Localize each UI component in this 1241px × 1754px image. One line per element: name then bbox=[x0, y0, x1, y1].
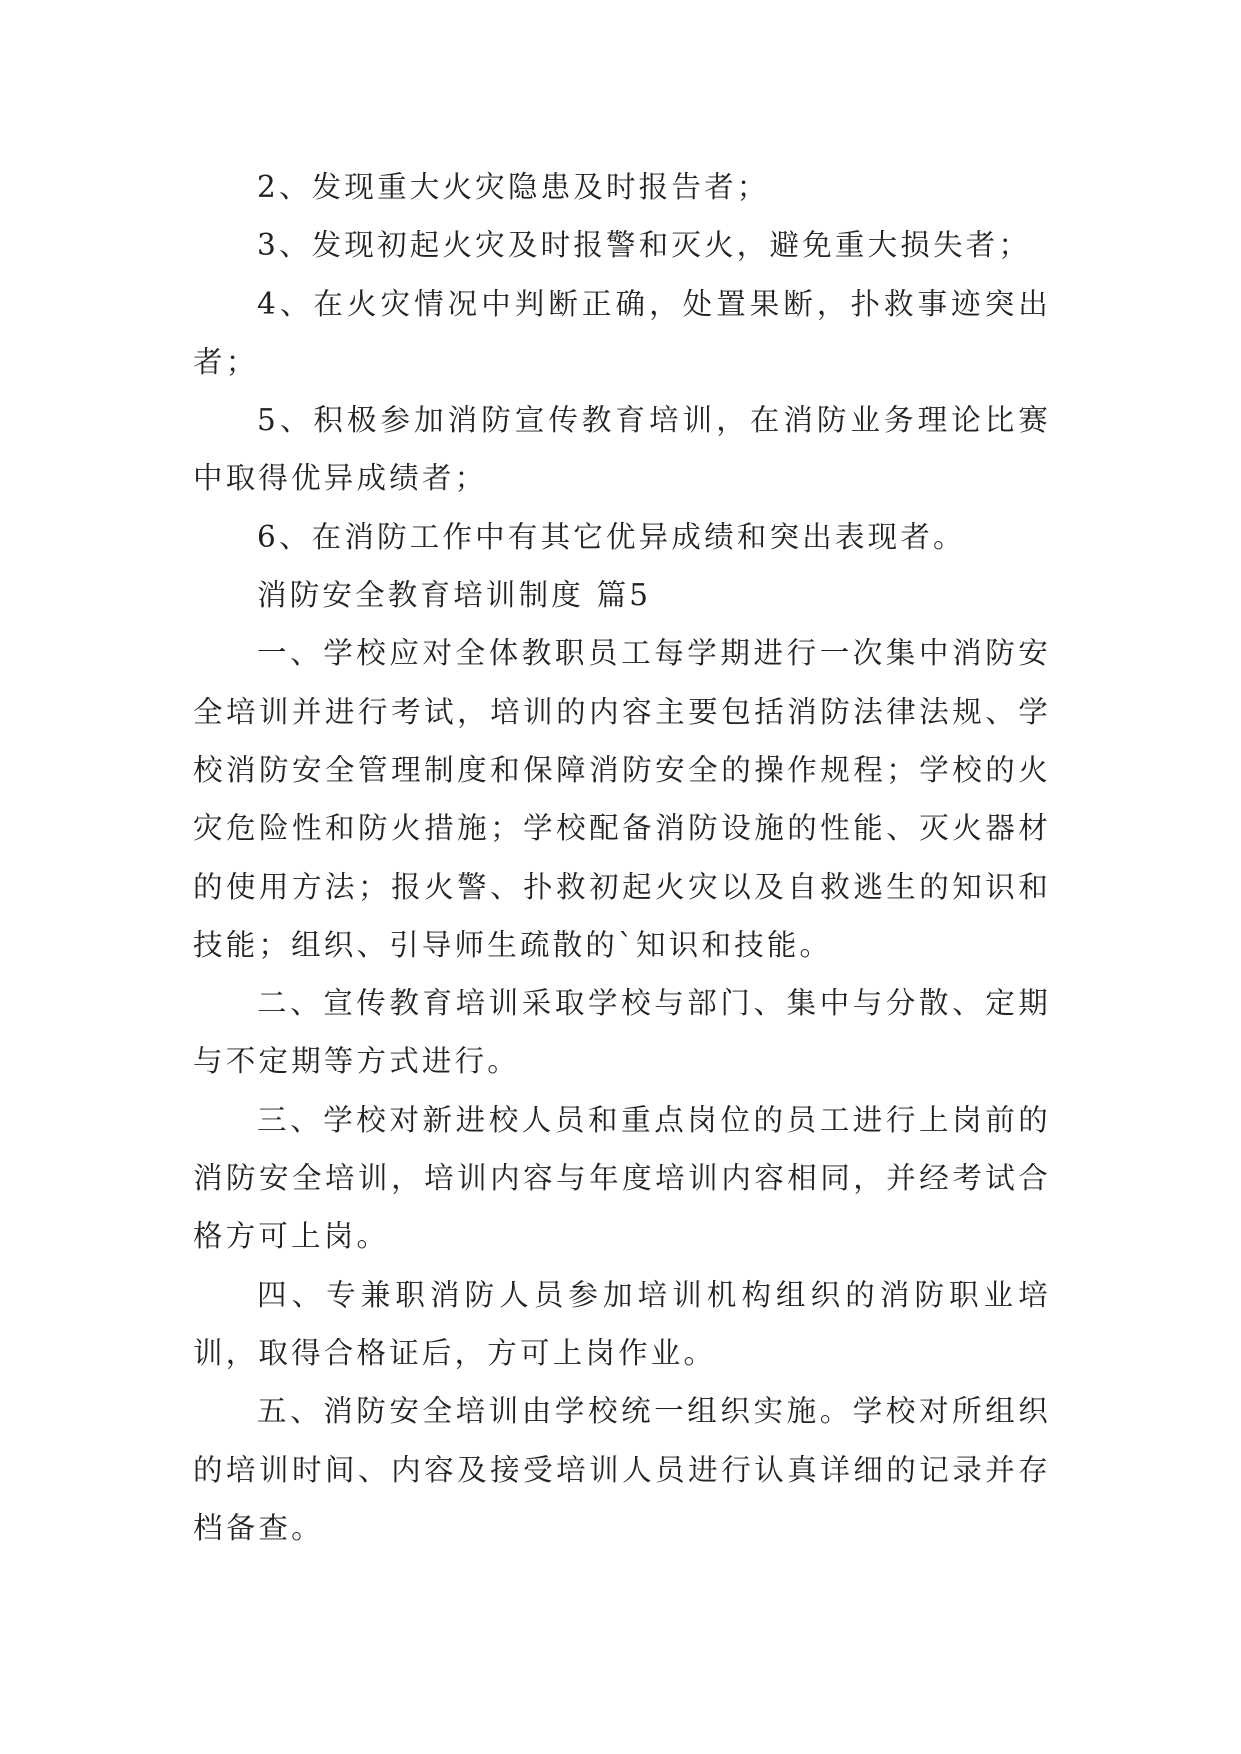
section-heading: 消防安全教育培训制度 篇5 bbox=[257, 578, 652, 613]
rule-item-5: 五、消防安全培训由学校统一组织实施。学校对所组织的培训时间、内容及接受培训人员进行认真详细的记录并存档备查。 bbox=[193, 1394, 1051, 1545]
rule-item-1: 一、学校应对全体教职员工每学期进行一次集中消防安全培训并进行考试，培训的内容主要包括消防法律法规、学校消防安全管理制度和保障消防安全的操作规程；学校的火灾危险性和防火措施；学校配备消防设施的性能、灭火器材的使用方法；报火警、扑救初起火灾以及自救逃生的知识和技能；组织、引导师生疏散的`知识和技能。 bbox=[193, 636, 1051, 962]
reward-item-2: 2、发现重大火灾隐患及时报告者； bbox=[257, 170, 770, 204]
reward-item-6: 6、在消防工作中有其它优异成绩和突出表现者。 bbox=[257, 519, 966, 554]
document-body bbox=[193, 158, 1051, 1557]
rule-item-2: 二、宣传教育培训采取学校与部门、集中与分散、定期与不定期等方式进行。 bbox=[193, 986, 1051, 1079]
reward-item-3: 3、发现初起火灾及时报警和灭火，避免重大损失者； bbox=[257, 228, 1032, 263]
reward-item-5: 5、积极参加消防宣传教育培训，在消防业务理论比赛中取得优异成绩者； bbox=[193, 403, 1051, 496]
reward-item-4: 4、在火灾情况中判断正确，处置果断，扑救事迹突出者； bbox=[193, 286, 1051, 379]
rule-item-4: 四、专兼职消防人员参加培训机构组织的消防职业培训，取得合格证后，方可上岗作业。 bbox=[193, 1277, 1051, 1370]
rule-item-3: 三、学校对新进校人员和重点岗位的员工进行上岗前的消防安全培训，培训内容与年度培训内容相同，并经考试合格方可上岗。 bbox=[193, 1102, 1051, 1254]
